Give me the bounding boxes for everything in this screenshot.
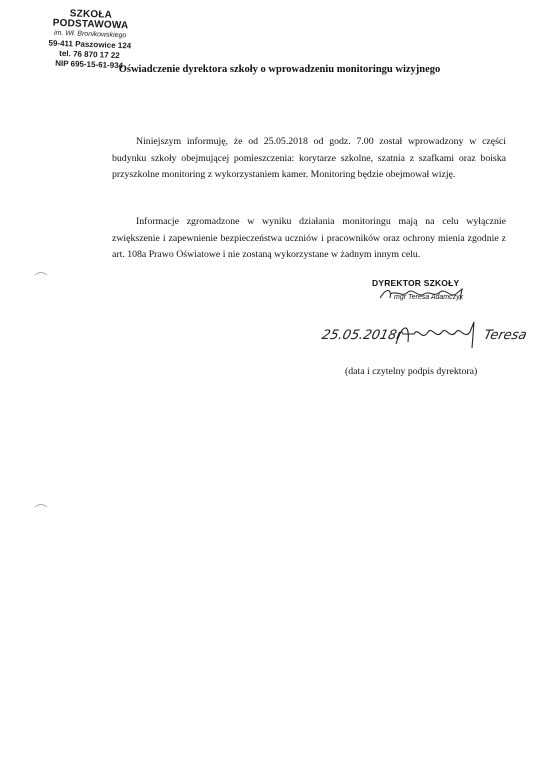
handwritten-signature: [392, 320, 484, 350]
punch-hole-mark-icon: [34, 270, 48, 276]
director-stamp: [372, 278, 482, 301]
director-stamp-title: DYREKTOR SZKOŁY: [372, 278, 460, 288]
stamp-school-name: SZKOŁA PODSTAWOWA: [52, 8, 129, 32]
stamp-signature-scribble: [376, 286, 472, 302]
paragraph-2: Informacje zgromadzone w wyniku działania monitoringu mają na celu wyłącznie zwiększenie i zapewnienie bezpieczeństwa uczniów i pracowników oraz ochrony mienia zgodnie z art. 108a Prawo Oświatowe i nie zostaną wykorzystane w żadnym innym celu.: [112, 216, 506, 261]
director-stamp-name: mgr Teresa Adamczyk: [394, 294, 464, 301]
signature-caption: (data i czytelny podpis dyrektora): [345, 366, 478, 377]
stamp-phone: tel. 76 870 17 22: [59, 48, 120, 61]
stamp-patron: im. Wł. Bronikowskiego: [53, 29, 127, 40]
handwritten-name: Teresa: [482, 328, 529, 343]
school-stamp: [33, 8, 147, 72]
punch-hole-mark-icon: [34, 502, 48, 508]
stamp-address: 59-411 Paszowice 124: [48, 38, 132, 51]
stamp-nip: NIP 695-15-61-934: [55, 58, 124, 71]
document-title: Oświadczenie dyrektora szkoły o wprowadzeniu monitoringu wizyjnego: [118, 64, 441, 75]
handwritten-date: 25.05.2018r: [320, 328, 404, 343]
paragraph-1: Niniejszym informuję, że od 25.05.2018 od godz. 7.00 został wprowadzony w części budynku szkoły obejmującej pomieszczenia: korytarze szkolne, szatnia z szafkami oraz boiska przyszkolne monitoring z wykorzystaniem kamer. Monitoring będzie obejmował wizję.: [112, 136, 506, 181]
